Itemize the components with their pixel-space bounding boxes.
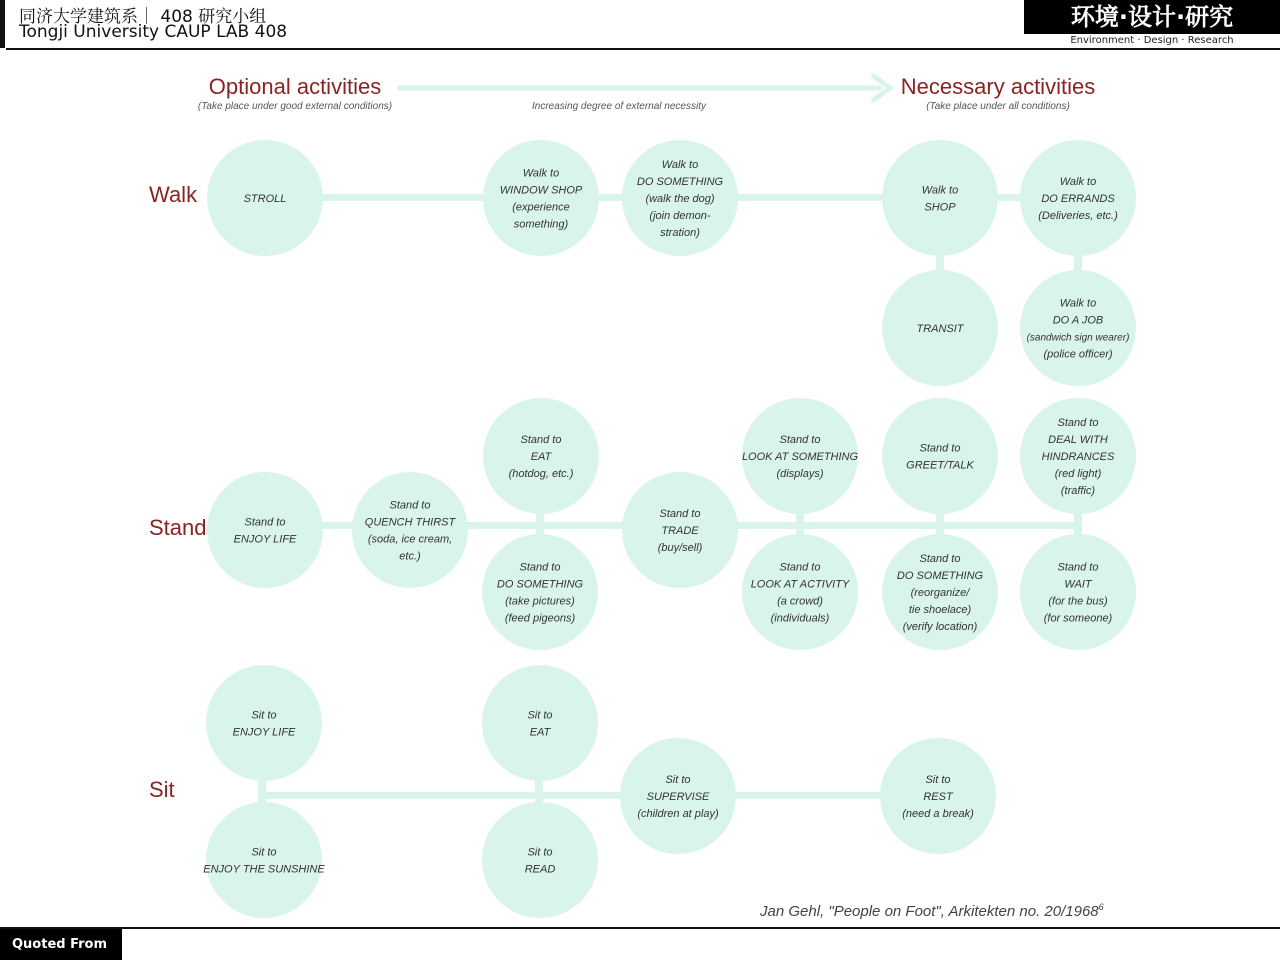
node-label: EAT [530, 451, 552, 463]
logo: 环境·设计·研究 [1024, 0, 1280, 34]
node-label: DEAL WITH [1048, 434, 1108, 446]
node-walk-job [1020, 270, 1136, 386]
node-label: Stand to [1057, 417, 1099, 429]
node-label: (verify location) [902, 621, 978, 633]
node-label: (reorganize/ [910, 587, 970, 599]
node-label: Walk to [1059, 176, 1097, 188]
row-label-stand: Stand [149, 515, 207, 540]
node-label: READ [524, 863, 556, 876]
node-circle [207, 472, 323, 588]
node-label: Walk to [921, 184, 959, 197]
row-label-walk: Walk [149, 182, 198, 207]
node-label: etc.) [399, 550, 421, 563]
node-label: Sit to [527, 709, 553, 722]
node-stand-quench [352, 472, 468, 588]
node-label: DO SOMETHING [636, 176, 724, 188]
node-stand-do-something [482, 534, 598, 650]
node-circle [882, 398, 998, 514]
node-label: Walk to [661, 159, 699, 171]
node-circle [482, 534, 598, 650]
node-label: Sit to [527, 846, 553, 859]
node-walk-window-shop [483, 140, 599, 256]
node-label: (for the bus) [1048, 595, 1108, 608]
node-circle [483, 140, 599, 256]
node-label: (soda, ice cream, [367, 533, 453, 546]
node-label: (Deliveries, etc.) [1038, 210, 1118, 222]
node-label: (walk the dog) [645, 193, 715, 205]
node-sit-supervise [620, 738, 736, 854]
logo-subtitle: Environment · Design · Research [1070, 35, 1234, 46]
necessary-subtitle: (Take place under all conditions) [926, 101, 1070, 112]
node-label: ENJOY LIFE [233, 533, 297, 546]
node-stand-trade [622, 472, 738, 588]
footer-divider [0, 927, 1280, 929]
node-circle [882, 140, 998, 256]
node-label: Walk to [1059, 297, 1097, 310]
node-label: Stand to [389, 499, 431, 512]
node-circle [482, 665, 598, 781]
node-label: Stand to [520, 434, 562, 446]
node-label: Stand to [779, 561, 821, 574]
node-label: Sit to [925, 774, 951, 786]
node-label: (take pictures) [505, 595, 575, 608]
node-label: stration) [660, 227, 700, 239]
node-label: (police officer) [1043, 348, 1113, 361]
row-label-sit: Sit [149, 777, 175, 802]
node-label: (a crowd) [777, 595, 823, 608]
node-walk-shop [882, 140, 998, 256]
node-walk-errands [1020, 140, 1136, 256]
node-stand-enjoy-life [207, 472, 323, 588]
node-label: (traffic) [1060, 485, 1096, 497]
node-label: (individuals) [770, 612, 830, 625]
node-label: (hotdog, etc.) [508, 468, 574, 480]
node-walk-do-something [622, 140, 738, 256]
node-label: (sandwich sign wearer) [1026, 332, 1130, 344]
citation [760, 902, 1160, 920]
node-stroll [207, 140, 323, 256]
node-label: TRADE [661, 525, 699, 537]
node-label: (for someone) [1043, 612, 1113, 625]
node-label: REST [923, 791, 953, 803]
sit-row-line [262, 792, 937, 799]
node-label: WINDOW SHOP [499, 184, 583, 197]
node-circle [1020, 270, 1136, 386]
node-label: (join demon- [649, 210, 711, 222]
node-circle [482, 802, 598, 918]
node-circle [206, 802, 322, 918]
node-stand-greet [882, 398, 998, 514]
node-label: Stand to [659, 508, 701, 520]
node-label: SHOP [924, 201, 956, 214]
node-sit-sunshine [203, 802, 325, 918]
node-label: (experience [512, 201, 570, 214]
node-label: Sit to [251, 846, 277, 859]
node-label: SUPERVISE [646, 791, 710, 803]
node-label: (red light) [1054, 468, 1102, 480]
node-label: QUENCH THIRST [364, 516, 456, 529]
optional-title: Optional activities [208, 74, 382, 99]
node-label: (need a break) [902, 808, 974, 820]
node-stand-look-something [742, 398, 859, 514]
node-label: Stand to [1057, 561, 1099, 574]
necessary-title: Necessary activities [900, 74, 1096, 99]
node-transit [882, 270, 998, 386]
node-label: Stand to [919, 553, 961, 565]
node-sit-eat [482, 665, 598, 781]
node-stand-do-something-2 [882, 534, 998, 650]
node-stand-hindrances [1020, 398, 1136, 514]
node-label: EAT [529, 726, 551, 739]
node-label: GREET/TALK [906, 459, 974, 472]
node-label: STROLL [243, 193, 287, 205]
node-circle [742, 534, 858, 650]
node-label: Sit to [251, 709, 277, 722]
node-label: (buy/sell) [657, 542, 703, 554]
node-label: Stand to [779, 434, 821, 446]
node-label: Stand to [919, 442, 961, 455]
node-label: DO A JOB [1052, 314, 1104, 327]
node-label: (feed pigeons) [504, 612, 576, 625]
optional-subtitle: (Take place under good external conditions) [197, 101, 393, 112]
node-label: DO SOMETHING [496, 578, 584, 591]
node-label: TRANSIT [916, 323, 964, 335]
node-label: Sit to [665, 774, 691, 786]
node-label: DO SOMETHING [896, 570, 984, 582]
necessity-label: Increasing degree of external necessity [532, 101, 706, 112]
node-label: (children at play) [637, 808, 719, 820]
node-stand-wait [1020, 534, 1136, 650]
node-label: ENJOY LIFE [232, 726, 296, 739]
node-sit-enjoy-life [206, 665, 322, 781]
node-stand-look-activity [742, 534, 858, 650]
node-label: tie shoelace) [908, 604, 972, 616]
node-label: Walk to [522, 167, 560, 180]
node-label: something) [513, 218, 569, 231]
node-circle [1020, 534, 1136, 650]
node-label: HINDRANCES [1041, 451, 1115, 463]
node-label: ENJOY THE SUNSHINE [203, 863, 325, 876]
node-label: DO ERRANDS [1041, 193, 1115, 205]
node-stand-eat [483, 398, 599, 514]
node-label: LOOK AT ACTIVITY [750, 578, 850, 591]
node-label: Stand to [519, 561, 561, 574]
node-label: (displays) [776, 468, 824, 480]
footer-label: Quoted From [0, 929, 122, 960]
citation-text: Jan Gehl, "People on Foot", Arkitekten no. 20/1968 [760, 903, 1099, 920]
node-label: Stand to [244, 516, 286, 529]
node-sit-read [482, 802, 598, 918]
citation-sup: 6 [1098, 902, 1104, 912]
node-circle [206, 665, 322, 781]
node-label: LOOK AT SOMETHING [741, 451, 859, 463]
node-sit-rest [880, 738, 996, 854]
header-cn-title: 同济大学建筑系｜ 408 研究小组 [19, 7, 267, 27]
node-circle [352, 472, 468, 588]
header-en-title: Tongji University CAUP LAB 408 [19, 22, 288, 42]
node-label: WAIT [1064, 578, 1092, 591]
